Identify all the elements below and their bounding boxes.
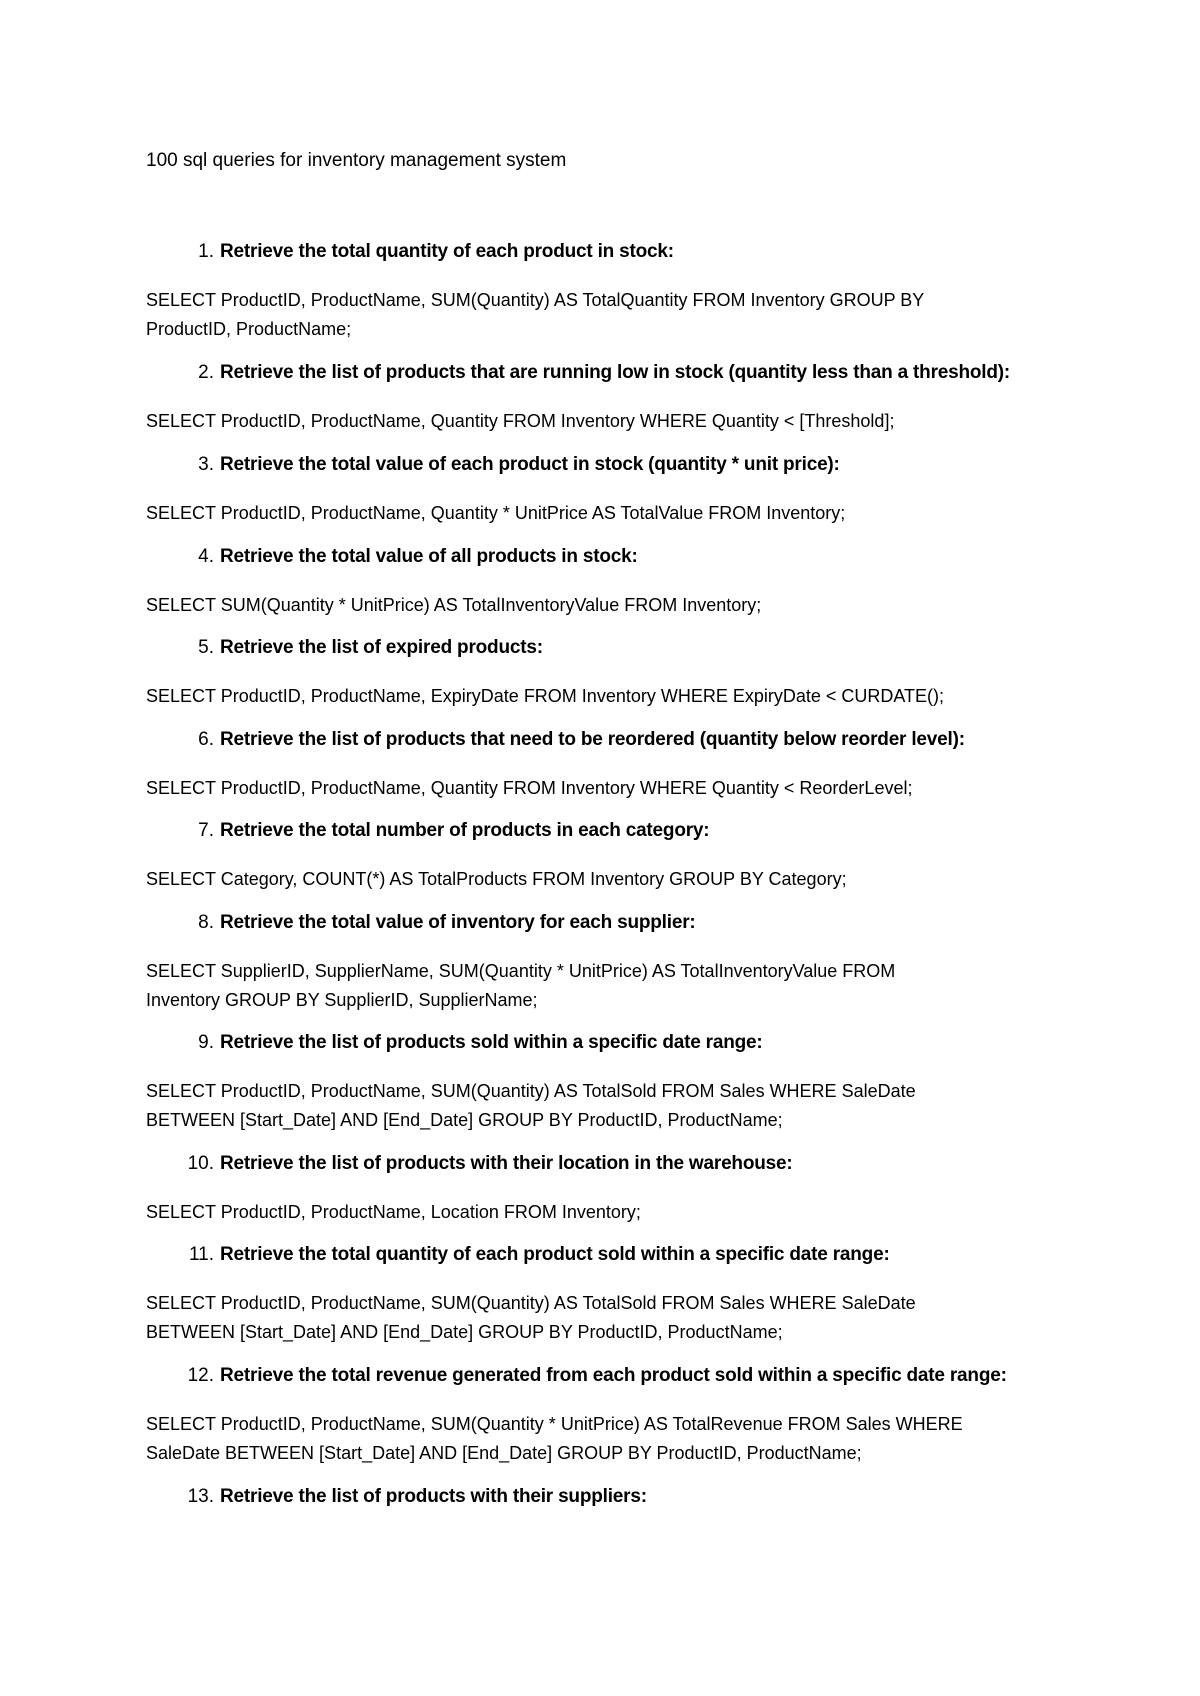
query-heading-text: Retrieve the total value of all products in stock: bbox=[220, 546, 638, 567]
query-number: 7. bbox=[198, 820, 214, 841]
sql-query-line: SELECT ProductID, ProductName, SUM(Quantity) AS TotalQuantity FROM Inventory GROUP BY bbox=[146, 290, 925, 310]
query-heading-text: Retrieve the list of products sold within a specific date range: bbox=[220, 1032, 763, 1053]
query-number: 11. bbox=[188, 1244, 214, 1265]
query-heading-text: Retrieve the total number of products in each category: bbox=[220, 820, 710, 841]
sql-query-line: SELECT ProductID, ProductName, Location FROM Inventory; bbox=[146, 1202, 641, 1222]
sql-query-line: SELECT ProductID, ProductName, SUM(Quantity * UnitPrice) AS TotalRevenue FROM Sales WHERE bbox=[146, 1414, 963, 1434]
query-number: 13. bbox=[187, 1486, 214, 1507]
query-heading-text: Retrieve the list of expired products: bbox=[220, 637, 543, 658]
query-number: 1. bbox=[198, 241, 214, 262]
sql-query-line: SELECT SUM(Quantity * UnitPrice) AS TotalInventoryValue FROM Inventory; bbox=[146, 595, 762, 615]
sql-query-line: ProductID, ProductName; bbox=[146, 319, 352, 339]
query-number: 3. bbox=[198, 454, 214, 475]
query-heading-text: Retrieve the total value of inventory for each supplier: bbox=[220, 912, 696, 933]
sql-query-line: BETWEEN [Start_Date] AND [End_Date] GROUP BY ProductID, ProductName; bbox=[146, 1110, 783, 1130]
document-title: 100 sql queries for inventory management system bbox=[146, 150, 567, 171]
query-heading-text: Retrieve the list of products with their suppliers: bbox=[220, 1486, 647, 1507]
query-heading-text: Retrieve the list of products with their location in the warehouse: bbox=[220, 1153, 793, 1174]
query-heading-text: Retrieve the total quantity of each product sold within a specific date range: bbox=[220, 1244, 890, 1265]
query-number: 5. bbox=[198, 637, 214, 658]
query-heading-text: Retrieve the total revenue generated from each product sold within a specific date range: bbox=[220, 1365, 1007, 1386]
query-heading-text: Retrieve the list of products that are running low in stock (quantity less than a threshold): bbox=[220, 362, 1011, 383]
sql-query-line: SELECT Category, COUNT(*) AS TotalProducts FROM Inventory GROUP BY Category; bbox=[146, 869, 847, 889]
sql-query-line: SELECT ProductID, ProductName, Quantity * UnitPrice AS TotalValue FROM Inventory; bbox=[146, 503, 846, 523]
sql-query-line: SaleDate BETWEEN [Start_Date] AND [End_Date] GROUP BY ProductID, ProductName; bbox=[146, 1443, 862, 1463]
sql-query-line: SELECT ProductID, ProductName, Quantity FROM Inventory WHERE Quantity < ReorderLevel; bbox=[146, 778, 913, 798]
sql-query-line: SELECT SupplierID, SupplierName, SUM(Quantity * UnitPrice) AS TotalInventoryValue FROM bbox=[146, 961, 896, 981]
query-number: 2. bbox=[198, 362, 214, 383]
query-heading-text: Retrieve the list of products that need to be reordered (quantity below reorder level): bbox=[220, 729, 965, 750]
sql-query-line: BETWEEN [Start_Date] AND [End_Date] GROUP BY ProductID, ProductName; bbox=[146, 1322, 783, 1342]
query-number: 9. bbox=[198, 1032, 214, 1053]
query-heading-text: Retrieve the total value of each product in stock (quantity * unit price): bbox=[220, 454, 840, 475]
query-number: 10. bbox=[187, 1153, 214, 1174]
sql-query-line: Inventory GROUP BY SupplierID, SupplierName; bbox=[146, 990, 538, 1010]
query-heading-text: Retrieve the total quantity of each product in stock: bbox=[220, 241, 674, 262]
sql-query-line: SELECT ProductID, ProductName, SUM(Quantity) AS TotalSold FROM Sales WHERE SaleDate bbox=[146, 1081, 916, 1101]
sql-query-line: SELECT ProductID, ProductName, ExpiryDate FROM Inventory WHERE ExpiryDate < CURDATE(); bbox=[146, 686, 945, 706]
query-number: 6. bbox=[198, 729, 214, 750]
sql-query-line: SELECT ProductID, ProductName, SUM(Quantity) AS TotalSold FROM Sales WHERE SaleDate bbox=[146, 1293, 916, 1313]
query-number: 12. bbox=[187, 1365, 214, 1386]
query-number: 8. bbox=[198, 912, 214, 933]
sql-query-line: SELECT ProductID, ProductName, Quantity FROM Inventory WHERE Quantity < [Threshold]; bbox=[146, 411, 895, 431]
query-number: 4. bbox=[198, 546, 214, 567]
